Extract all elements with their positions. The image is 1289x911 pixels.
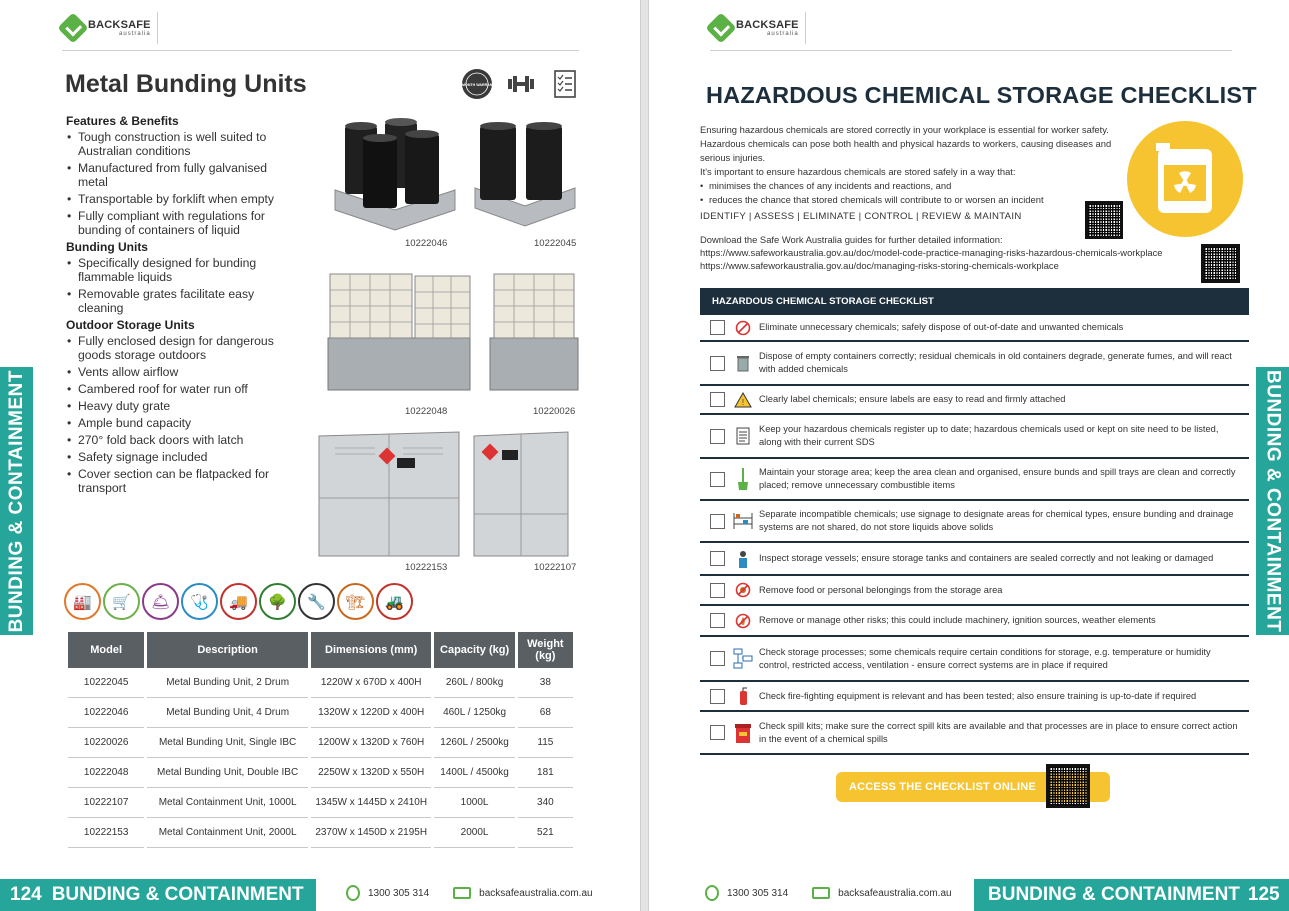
logo-brand: BACKSAFE	[736, 18, 799, 31]
cell-description: Metal Bunding Unit, 4 Drum	[147, 698, 308, 728]
laptop-icon	[453, 887, 471, 899]
cell-model: 10222046	[68, 698, 144, 728]
side-tab-right	[1256, 367, 1289, 635]
col-header: Weight (kg)	[518, 632, 573, 668]
cell-description: Metal Bunding Unit, Double IBC	[147, 758, 308, 788]
table-row	[68, 698, 573, 728]
hazard-container-icon	[1127, 121, 1243, 237]
checklist-text: Dispose of empty containers correctly; residual chemicals in old containers degrade, generate fumes, and will react with added chemicals	[759, 351, 1232, 374]
cell-description: Metal Containment Unit, 2000L	[147, 818, 308, 848]
checklist-text: Check spill kits; make sure the correct spill kits are available and that processes are in place to ensure correct action in the event of a chemical spills	[759, 720, 1238, 744]
page-title: Metal Bunding Units	[65, 70, 307, 98]
laptop-icon	[812, 887, 830, 899]
earthmoving-bulldozer-icon: 🚜	[376, 583, 413, 620]
intro-paragraph: It's important to ensure hazardous chemicals are stored safely in a way that:	[700, 166, 1016, 177]
cell-weight: 521	[518, 818, 573, 848]
col-header: Description	[147, 632, 308, 668]
side-tab-label: BUNDING & CONTAINMENT	[1262, 369, 1284, 633]
12-month-warranty-icon	[457, 68, 497, 100]
feature-item: • Removable grates facilitate easy cleaning	[66, 287, 296, 315]
product-code: 10222048	[405, 406, 448, 417]
page-number: 124	[10, 884, 42, 905]
checkbox[interactable]	[710, 429, 725, 444]
checklist-item	[700, 606, 1249, 637]
checkbox[interactable]	[710, 613, 725, 628]
footer-section-tab	[974, 879, 1289, 911]
industry-icons	[64, 583, 413, 620]
backsafe-logo	[710, 12, 806, 44]
spec-table	[65, 632, 576, 848]
checkbox[interactable]	[710, 583, 725, 598]
outdoor-heading: Outdoor Storage Units	[66, 318, 195, 332]
checklist-text: Remove or manage other risks; this could include machinery, ignition sources, weather elements	[759, 615, 1156, 625]
checklist-item	[700, 315, 1249, 342]
table-row	[68, 758, 573, 788]
cell-weight: 340	[518, 788, 573, 818]
feature-item: • Transportable by forklift when empty	[66, 192, 296, 206]
two-drum-bund-image	[470, 118, 580, 233]
product-10220026	[488, 268, 588, 423]
checklist-item	[700, 386, 1249, 415]
cell-capacity: 260L / 800kg	[434, 668, 514, 698]
checklist-item	[700, 576, 1249, 606]
cell-model: 10222045	[68, 668, 144, 698]
svg-text:12 MONTH WARRANTY: 12 MONTH WARRANTY	[457, 83, 497, 87]
no-fire-icon	[734, 611, 752, 631]
cell-model: 10222107	[68, 788, 144, 818]
col-header: Model	[68, 632, 144, 668]
inspector-icon	[734, 549, 752, 569]
tools-icon: 🔧	[298, 583, 335, 620]
cell-dimensions: 2370W x 1450D x 2195H	[311, 818, 431, 848]
spill-kit-icon	[734, 723, 752, 743]
cell-description: Metal Bunding Unit, 2 Drum	[147, 668, 308, 698]
feature-item: • 270° fold back doors with latch	[66, 433, 296, 447]
website-link[interactable]: backsafeaustralia.com.au	[838, 887, 952, 899]
table-row	[68, 728, 573, 758]
feature-item: • Heavy duty grate	[66, 399, 296, 413]
no-food-icon	[734, 580, 752, 600]
cell-weight: 181	[518, 758, 573, 788]
features-heading: Features & Benefits	[66, 114, 179, 128]
table-header-row	[68, 632, 573, 668]
cell-capacity: 460L / 1250kg	[434, 698, 514, 728]
cell-weight: 68	[518, 698, 573, 728]
cell-dimensions: 1200W x 1320D x 760H	[311, 728, 431, 758]
checkbox[interactable]	[710, 514, 725, 529]
hazard-label-icon	[734, 390, 752, 410]
product-10222046	[330, 118, 470, 253]
cell-model: 10220026	[68, 728, 144, 758]
phone-number[interactable]: 1300 305 314	[727, 887, 789, 899]
construction-crane-icon: 🏗	[337, 583, 374, 620]
feature-item: • Cover section can be flatpacked for transport	[66, 467, 296, 495]
checklist-text: Clearly label chemicals; ensure labels are easy to read and firmly attached	[759, 394, 1066, 404]
col-header: Capacity (kg)	[434, 632, 514, 668]
checkbox[interactable]	[710, 551, 725, 566]
transport-truck-icon: 🚚	[220, 583, 257, 620]
checklist-text: Separate incompatible chemicals; use signage to designate areas for chemical types, ensure bunding and drainage systems are not shared, do not store liquids above solids	[759, 509, 1234, 532]
side-tab-left	[0, 367, 33, 635]
product-code: 10222046	[405, 238, 448, 249]
checklist-text: Inspect storage vessels; ensure storage tanks and containers are sealed correctly and not leaking or damaged	[759, 553, 1214, 563]
footer-section-label: BUNDING & CONTAINMENT	[988, 884, 1240, 905]
side-tab-label: BUNDING & CONTAINMENT	[5, 369, 27, 633]
checklist-item	[700, 543, 1249, 576]
cell-dimensions: 1320W x 1220D x 400H	[311, 698, 431, 728]
feature-item: • Fully enclosed design for dangerous goods storage outdoors	[66, 334, 296, 362]
fire-extinguisher-icon	[734, 686, 752, 706]
intro-bullet: • reduces the chance that stored chemicals will contribute to or worsen an incident	[700, 193, 1140, 207]
no-symbol-icon	[734, 318, 752, 338]
cell-capacity: 1260L / 2500kg	[434, 728, 514, 758]
product-code: 10222045	[534, 238, 577, 249]
backsafe-logo-icon	[705, 12, 736, 43]
checkbox[interactable]	[710, 392, 725, 407]
cell-weight: 38	[518, 668, 573, 698]
backsafe-logo	[62, 12, 158, 44]
cell-capacity: 1000L	[434, 788, 514, 818]
cell-model: 10222153	[68, 818, 144, 848]
website-link[interactable]: backsafeaustralia.com.au	[479, 887, 593, 899]
table-row	[68, 668, 573, 698]
phone-icon	[705, 885, 719, 901]
col-header: Dimensions (mm)	[311, 632, 431, 668]
page-gutter	[640, 0, 649, 911]
shelving-icon	[734, 511, 752, 531]
bin-icon	[734, 353, 752, 373]
checklist-text: Maintain your storage area; keep the area clean and organised, ensure bunds and spill trays are clean and correctly placed; remove unnecessary combustible items	[759, 467, 1236, 490]
checkbox[interactable]	[710, 472, 725, 487]
cell-dimensions: 2250W x 1320D x 550H	[311, 758, 431, 788]
checklist-title: HAZARDOUS CHEMICAL STORAGE CHECKLIST	[706, 82, 1257, 108]
cell-description: Metal Containment Unit, 1000L	[147, 788, 308, 818]
footer-section-label: BUNDING & CONTAINMENT	[51, 884, 304, 905]
access-button-label: ACCESS THE CHECKLIST ONLINE	[849, 781, 1036, 793]
page-number: 125	[1247, 884, 1280, 905]
checklist-header: HAZARDOUS CHEMICAL STORAGE CHECKLIST	[700, 288, 1249, 315]
table-row	[68, 818, 573, 848]
checklist-item	[700, 682, 1249, 712]
broom-icon	[734, 469, 752, 489]
intro-text	[700, 123, 1140, 207]
checkbox[interactable]	[710, 725, 725, 740]
checklist-item	[700, 459, 1249, 501]
qr-code-icon[interactable]	[1201, 244, 1240, 283]
checklist	[700, 315, 1249, 755]
header-divider	[62, 50, 579, 51]
product-10222107	[470, 428, 588, 576]
checklist-text: Remove food or personal belongings from the storage area	[759, 584, 1003, 595]
checklist-icon	[549, 68, 581, 100]
checkbox[interactable]	[710, 651, 725, 666]
logo-sub: australia	[767, 30, 799, 37]
retail-cart-icon: 🛒	[103, 583, 140, 620]
header-divider	[710, 50, 1232, 51]
checklist-text: Check storage processes; some chemicals require certain conditions for storage, e.g. temperature or humidity control, restricted access, ventilation - ensure correct systems are in place if required	[759, 646, 1211, 670]
product-10222048	[325, 268, 475, 423]
product-code: 10220026	[533, 406, 576, 417]
checklist-text: Keep your hazardous chemicals register up to date; hazardous chemicals used or kept on site need to be listed, along with their current SDS	[759, 424, 1219, 447]
feature-item: • Ample bund capacity	[66, 416, 296, 430]
feature-icons	[457, 68, 581, 100]
cell-weight: 115	[518, 728, 573, 758]
phone-icon	[346, 885, 360, 901]
feature-item: • Specifically designed for bunding flammable liquids	[66, 256, 296, 284]
logo-sub: australia	[119, 30, 151, 37]
checklist-item	[700, 415, 1249, 459]
feature-item: • Safety signage included	[66, 450, 296, 464]
intro-paragraph: Hazardous chemicals can pose both health and physical hazards to workers, causing diseases and serious injuries.	[700, 138, 1112, 163]
cell-dimensions: 1345W x 1445D x 2410H	[311, 788, 431, 818]
double-ibc-bund-image	[325, 268, 473, 396]
cell-capacity: 2000L	[434, 818, 514, 848]
checklist-text: Check fire-fighting equipment is relevant and has been tested; also ensure training is up-to-date if required	[759, 690, 1197, 701]
feature-item: • Fully compliant with regulations for bunding of containers of liquid	[66, 209, 296, 237]
features-list	[66, 114, 296, 498]
intro-paragraph: Ensuring hazardous chemicals are stored correctly in your workplace is essential for worker safety.	[700, 124, 1109, 135]
feature-item: • Manufactured from fully galvanised metal	[66, 161, 296, 189]
dumbbell-icon	[505, 68, 537, 100]
containment-unit-2000l-image	[315, 428, 463, 560]
checklist-item	[700, 712, 1249, 755]
feature-item: • Vents allow airflow	[66, 365, 296, 379]
feature-item: • Cambered roof for water run off	[66, 382, 296, 396]
download-text: Download the Safe Work Australia guides for further detailed information:	[700, 234, 1003, 245]
safework-link[interactable]: https://www.safeworkaustralia.gov.au/doc/model-code-practice-managing-risks-hazardous-chemicals-workplace	[700, 247, 1163, 258]
product-code: 10222153	[405, 562, 448, 573]
hospitality-cloche-icon: 🛎	[142, 583, 179, 620]
table-row	[68, 788, 573, 818]
cell-dimensions: 1220W x 670D x 400H	[311, 668, 431, 698]
safework-link[interactable]: https://www.safeworkaustralia.gov.au/doc/managing-risks-storing-chemicals-workplace	[700, 260, 1059, 271]
checkbox[interactable]	[710, 320, 725, 335]
product-10222153	[315, 428, 465, 576]
factory-icon: 🏭	[64, 583, 101, 620]
footer-contact	[346, 885, 593, 901]
intro-bullet: • minimises the chances of any incidents and reactions, and	[700, 179, 1140, 193]
environment-tree-icon: 🌳	[259, 583, 296, 620]
four-drum-bund-image	[330, 118, 460, 233]
phone-number[interactable]: 1300 305 314	[368, 887, 430, 899]
footer-section-tab	[0, 879, 316, 911]
register-document-icon	[734, 426, 752, 446]
backsafe-logo-icon	[57, 12, 88, 43]
footer-contact	[705, 885, 952, 901]
process-flow-icon	[734, 649, 752, 669]
containment-unit-1000l-image	[470, 428, 572, 560]
checklist-text: Eliminate unnecessary chemicals; safely dispose of out-of-date and unwanted chemicals	[759, 322, 1124, 332]
cell-capacity: 1400L / 4500kg	[434, 758, 514, 788]
healthcare-stethoscope-icon: 🩺	[181, 583, 218, 620]
cell-description: Metal Bunding Unit, Single IBC	[147, 728, 308, 758]
qr-code-icon[interactable]	[1046, 764, 1090, 808]
bunding-heading: Bunding Units	[66, 240, 148, 254]
checkbox[interactable]	[710, 689, 725, 704]
checklist-item	[700, 501, 1249, 543]
checkbox[interactable]	[710, 356, 725, 371]
cell-model: 10222048	[68, 758, 144, 788]
product-code: 10222107	[534, 562, 577, 573]
svg-text:!: !	[741, 397, 745, 407]
left-page	[0, 0, 640, 911]
product-10222045	[470, 118, 585, 253]
process-steps: IDENTIFY | ASSESS | ELIMINATE | CONTROL | REVIEW & MAINTAIN	[700, 211, 1022, 222]
single-ibc-bund-image	[488, 268, 580, 396]
checklist-item	[700, 342, 1249, 386]
checklist-item	[700, 637, 1249, 682]
qr-code-icon[interactable]	[1085, 201, 1123, 239]
logo-brand: BACKSAFE	[88, 18, 151, 31]
download-info	[700, 233, 1200, 272]
feature-item: • Tough construction is well suited to Australian conditions	[66, 130, 296, 158]
